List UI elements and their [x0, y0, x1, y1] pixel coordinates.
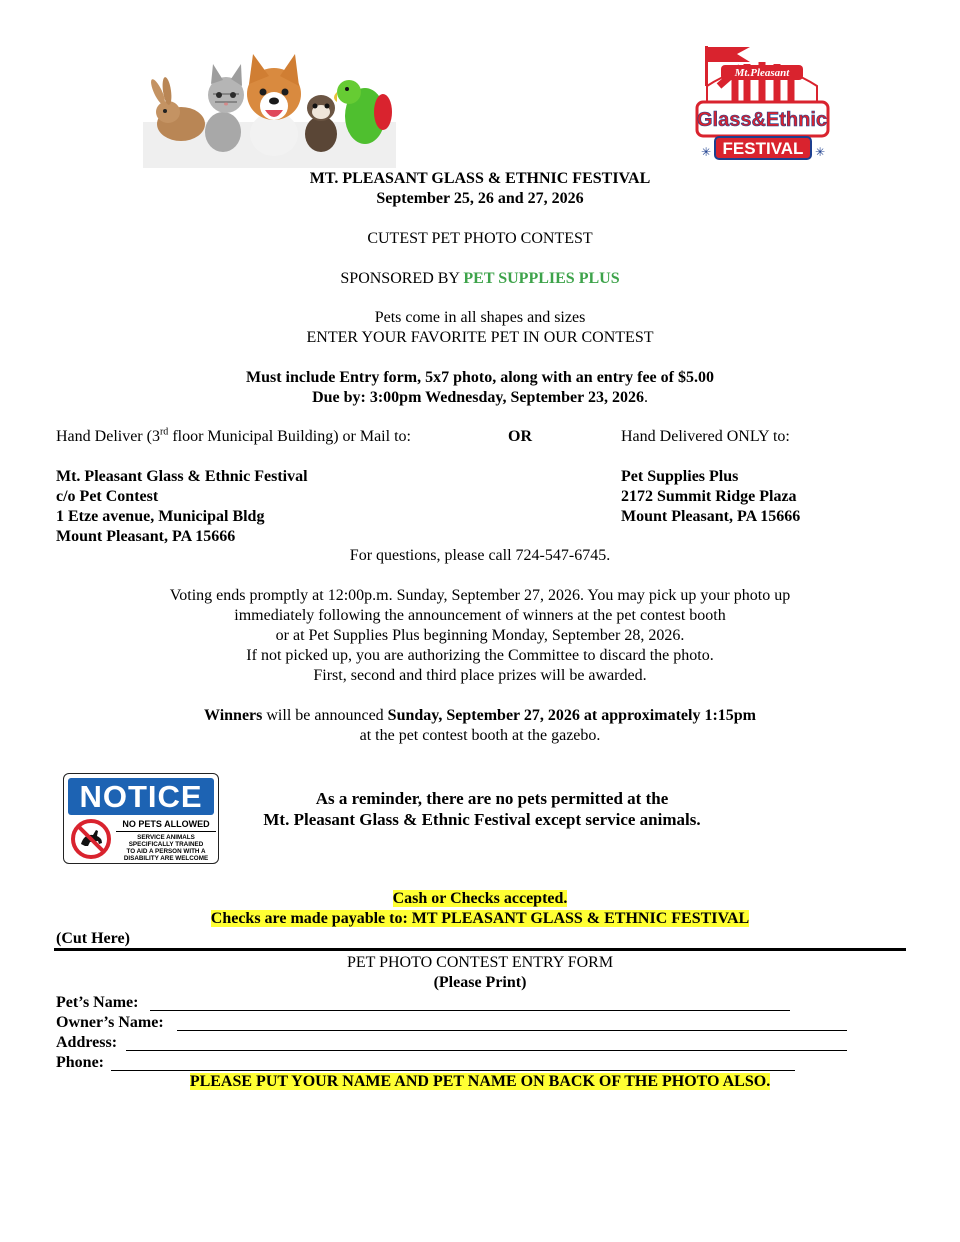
- cut-here-label: (Cut Here): [56, 930, 130, 947]
- due-date-period: .: [643, 389, 648, 406]
- mail-address-line: Mount Pleasant, PA 15666: [56, 528, 236, 545]
- logo-bottom-text: FESTIVAL: [722, 139, 804, 158]
- winners-location: at the pet contest booth at the gazebo.: [359, 727, 601, 744]
- pet-name-field[interactable]: [150, 1010, 790, 1011]
- notice-fine-print-line: SERVICE ANIMALS: [137, 834, 195, 841]
- winners-announcement: [0, 706, 960, 726]
- footer-note-text: PLEASE PUT YOUR NAME AND PET NAME ON BACK OF THE PHOTO ALSO.: [189, 1073, 771, 1090]
- phone-label: Phone:: [56, 1054, 104, 1071]
- puppy-icon: [247, 54, 301, 156]
- svg-text:✳: ✳: [701, 145, 712, 159]
- svg-text:✳: ✳: [815, 145, 826, 159]
- call-to-action: ENTER YOUR FAVORITE PET IN OUR CONTEST: [306, 329, 654, 346]
- owner-name-field[interactable]: [177, 1030, 847, 1031]
- phone-field[interactable]: [111, 1070, 795, 1071]
- contest-name: CUTEST PET PHOTO CONTEST: [367, 230, 593, 247]
- voting-line: If not picked up, you are authorizing the Committee to discard the photo.: [246, 647, 714, 664]
- or-label: OR: [508, 428, 532, 445]
- form-title: PET PHOTO CONTEST ENTRY FORM: [346, 954, 614, 971]
- ferret-icon: [305, 95, 337, 152]
- voting-line: Voting ends promptly at 12:00p.m. Sunday, September 27, 2026. You may pick up your photo up: [169, 587, 791, 604]
- form-subtitle: (Please Print): [433, 974, 527, 991]
- mail-instructions-prefix: Hand Deliver (3: [56, 428, 160, 445]
- store-address-line: Mount Pleasant, PA 15666: [621, 508, 801, 525]
- tagline: Pets come in all shapes and sizes: [374, 309, 586, 326]
- sponsor-prefix: SPONSORED BY: [340, 270, 464, 287]
- mail-address-line: 1 Etze avenue, Municipal Bldg: [56, 508, 265, 525]
- payment-line: [0, 909, 960, 929]
- reminder-line: As a reminder, there are no pets permitted at the: [315, 789, 669, 808]
- notice-fine-print-line: TO AID A PERSON WITH A: [126, 848, 206, 855]
- mail-address-line: Mt. Pleasant Glass & Ethnic Festival: [56, 468, 308, 485]
- due-date-text: Due by: 3:00pm Wednesday, September 23, 2026: [312, 389, 644, 406]
- notice-fine-print: [116, 834, 216, 862]
- mail-instructions: [56, 427, 411, 447]
- owner-name-label: Owner’s Name:: [56, 1014, 164, 1031]
- pet-name-label: Pet’s Name:: [56, 994, 139, 1011]
- voting-line: immediately following the announcement of winners at the pet contest booth: [234, 607, 726, 624]
- payment-line: [0, 889, 960, 909]
- questions-phone: For questions, please call 724-547-6745.: [349, 547, 611, 564]
- entry-requirements: Must include Entry form, 5x7 photo, along with an entry fee of $5.00: [246, 369, 714, 386]
- festival-dates: September 25, 26 and 27, 2026: [376, 190, 584, 207]
- notice-fine-print-line: SPECIFICALLY TRAINED: [128, 841, 204, 848]
- voting-line: First, second and third place prizes will be awarded.: [313, 667, 647, 684]
- hand-delivery-label: Hand Delivered ONLY to:: [621, 428, 790, 445]
- winners-text: will be announced: [262, 707, 388, 724]
- logo-top-text: Mt.Pleasant: [734, 67, 790, 79]
- voting-line: or at Pet Supplies Plus beginning Monday, September 28, 2026.: [275, 627, 685, 644]
- festival-logo: [695, 42, 830, 166]
- payment-accepted: Cash or Checks accepted.: [392, 890, 568, 907]
- form-footer-note: [0, 1072, 960, 1092]
- reminder-line: Mt. Pleasant Glass & Ethnic Festival except service animals.: [263, 810, 701, 829]
- payment-payable-to: Checks are made payable to: MT PLEASANT GLASS & ETHNIC FESTIVAL: [210, 910, 750, 927]
- mail-address-line: c/o Pet Contest: [56, 488, 159, 505]
- due-date: [0, 388, 960, 408]
- logo-mid-text: Glass&Ethnic: [696, 109, 828, 131]
- notice-title: NOTICE: [79, 779, 203, 814]
- pets-banner-image: [143, 50, 396, 168]
- store-address-line: Pet Supplies Plus: [621, 468, 739, 485]
- mail-instructions-sup: rd: [159, 426, 169, 438]
- sponsor-name: PET SUPPLIES PLUS: [463, 270, 620, 287]
- festival-title: MT. PLEASANT GLASS & ETHNIC FESTIVAL: [309, 170, 651, 187]
- sponsor-line: [0, 269, 960, 289]
- address-label: Address:: [56, 1034, 118, 1051]
- address-field[interactable]: [126, 1050, 847, 1051]
- store-address-line: 2172 Summit Ridge Plaza: [621, 488, 797, 505]
- winners-date: Sunday, September 27, 2026: [387, 707, 580, 724]
- kitten-icon: [205, 64, 244, 152]
- cut-line: [54, 948, 906, 951]
- mail-instructions-suffix: floor Municipal Building) or Mail to:: [168, 428, 411, 445]
- notice-subtitle: NO PETS ALLOWED: [116, 819, 216, 832]
- winners-label: Winners: [203, 707, 263, 724]
- notice-fine-print-line: DISABILITY ARE WELCOME: [123, 855, 209, 862]
- winners-time: at approximately 1:15pm: [579, 707, 756, 724]
